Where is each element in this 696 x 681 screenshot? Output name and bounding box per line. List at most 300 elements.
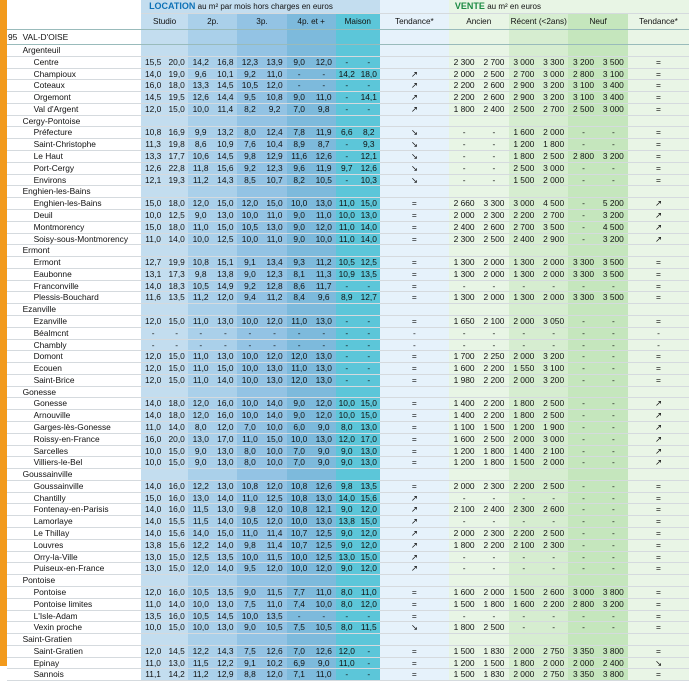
value-cell: 20,0 (165, 56, 188, 68)
value-cell: 9,0 (188, 457, 213, 469)
value-cell: 2 100 (539, 445, 568, 457)
value-cell: - (568, 221, 598, 233)
commune-name: Le Haut (20, 151, 142, 163)
value-cell: - (479, 516, 508, 528)
table-row (7, 315, 689, 327)
value-cell: - (312, 80, 336, 92)
value-cell: 18,0 (165, 398, 188, 410)
value-cell: ↗ (628, 433, 689, 445)
table-body (7, 30, 689, 681)
value-cell: 11,2 (263, 292, 287, 304)
value-cell: 11,2 (312, 257, 336, 269)
location-title-cell (141, 0, 380, 14)
table-row (7, 68, 689, 80)
value-cell: = (628, 622, 689, 634)
value-cell: 10,0 (336, 398, 358, 410)
commune-name: Saint-Christophe (20, 139, 142, 151)
value-cell: 3 400 (599, 80, 628, 92)
value-cell: - (449, 551, 479, 563)
value-cell: ↗ (380, 528, 449, 540)
commune-name: Gonesse (20, 398, 142, 410)
value-cell: 2 000 (539, 292, 568, 304)
value-cell: 9,0 (312, 457, 336, 469)
value-cell: 7,8 (287, 127, 312, 139)
group-name: Enghien-les-Bains (20, 186, 142, 198)
value-cell: 2 400 (599, 657, 628, 669)
value-cell: 1 700 (449, 351, 479, 363)
value-cell: = (628, 492, 689, 504)
table-row (7, 280, 689, 292)
value-cell: - (568, 433, 598, 445)
value-cell: 15,0 (165, 445, 188, 457)
value-cell: 11,0 (312, 209, 336, 221)
value-cell: 12,0 (188, 410, 213, 422)
value-cell: 10,0 (263, 445, 287, 457)
value-cell: 2 750 (539, 669, 568, 681)
value-cell: 12,7 (141, 257, 165, 269)
value-cell: 12,2 (188, 480, 213, 492)
table-row (7, 622, 689, 634)
col-4p: 4p. et + (287, 14, 336, 30)
value-cell: = (628, 374, 689, 386)
value-cell: - (237, 339, 262, 351)
value-cell: 12,0 (141, 374, 165, 386)
value-cell: 11,0 (188, 351, 213, 363)
value-cell: - (568, 563, 598, 575)
table-row (7, 292, 689, 304)
value-cell: 3 200 (599, 209, 628, 221)
value-cell: 8,0 (237, 445, 262, 457)
value-cell: ↘ (380, 139, 449, 151)
value-cell: 18,3 (165, 280, 188, 292)
location-subtitle: au m² par mois hors charges en euros (197, 2, 333, 11)
value-cell: 12,3 (263, 268, 287, 280)
value-cell: - (628, 339, 689, 351)
value-cell: 19,9 (165, 257, 188, 269)
value-cell: = (380, 422, 449, 434)
value-cell: - (336, 669, 358, 681)
value-cell: 9,2 (237, 68, 262, 80)
value-cell: 8,0 (336, 586, 358, 598)
commune-name: Roissy-en-France (20, 433, 142, 445)
value-cell: 2 200 (449, 80, 479, 92)
value-cell: 12,0 (237, 198, 262, 210)
value-cell: 14,2 (188, 56, 213, 68)
value-cell: 2 200 (449, 92, 479, 104)
value-cell: 13,0 (213, 622, 237, 634)
value-cell: 13,5 (358, 480, 380, 492)
value-cell: 2 000 (509, 315, 539, 327)
value-cell: - (599, 374, 628, 386)
value-cell: 13,8 (141, 539, 165, 551)
value-cell: 9,1 (237, 657, 262, 669)
commune-name: Goussainville (20, 480, 142, 492)
value-cell: 3 400 (599, 92, 628, 104)
value-cell: = (380, 586, 449, 598)
value-cell: 3 500 (599, 292, 628, 304)
value-cell: ↘ (380, 127, 449, 139)
value-cell: - (628, 327, 689, 339)
value-cell: 9,0 (188, 445, 213, 457)
value-cell: 3 200 (599, 151, 628, 163)
value-cell: 2 200 (479, 398, 508, 410)
commune-name: Pontoise (20, 586, 142, 598)
value-cell: - (509, 551, 539, 563)
table-row (7, 103, 689, 115)
value-cell: 11,1 (141, 669, 165, 681)
value-cell: 1 800 (449, 622, 479, 634)
value-cell: 18,0 (165, 80, 188, 92)
value-cell: 12,5 (263, 492, 287, 504)
commune-name: Soisy-sous-Montmorency (20, 233, 142, 245)
orange-side-strip (0, 0, 7, 666)
value-cell: 8,8 (237, 669, 262, 681)
value-cell: - (539, 492, 568, 504)
value-cell: = (380, 410, 449, 422)
value-cell: 3 200 (568, 56, 598, 68)
value-cell: 14,0 (141, 480, 165, 492)
value-cell: 8,6 (188, 139, 213, 151)
value-cell: - (336, 339, 358, 351)
value-cell: - (479, 127, 508, 139)
value-cell: 10,0 (188, 598, 213, 610)
table-row (7, 151, 689, 163)
value-cell: 2 300 (509, 504, 539, 516)
table-row (7, 445, 689, 457)
value-cell: 1 200 (509, 139, 539, 151)
value-cell: 9,2 (237, 280, 262, 292)
value-cell: - (539, 327, 568, 339)
value-cell: 1 830 (479, 669, 508, 681)
value-cell: 10,0 (263, 457, 287, 469)
value-cell: 2 500 (509, 103, 539, 115)
value-cell: = (628, 268, 689, 280)
value-cell: - (568, 492, 598, 504)
value-cell: 8,2 (237, 103, 262, 115)
value-cell: 2 600 (539, 504, 568, 516)
value-cell: 17,3 (165, 268, 188, 280)
commune-name: Orgemont (20, 92, 142, 104)
value-cell: 9,0 (287, 92, 312, 104)
group-name: Saint-Gratien (20, 634, 142, 646)
value-cell: - (568, 622, 598, 634)
value-cell: 2 000 (509, 645, 539, 657)
value-cell: 15,0 (358, 516, 380, 528)
value-cell: 19,0 (165, 68, 188, 80)
commune-name: Port-Cergy (20, 162, 142, 174)
value-cell: 12,0 (263, 351, 287, 363)
value-cell: 2 500 (479, 433, 508, 445)
value-cell: 13,0 (213, 504, 237, 516)
value-cell: ↗ (380, 539, 449, 551)
value-cell: 11,5 (188, 516, 213, 528)
value-cell: 12,6 (263, 645, 287, 657)
commune-name: L'Isle-Adam (20, 610, 142, 622)
value-cell: 12,0 (312, 56, 336, 68)
value-cell: 12,0 (188, 563, 213, 575)
value-cell: - (449, 127, 479, 139)
value-cell: 10,0 (188, 103, 213, 115)
value-cell: - (479, 610, 508, 622)
value-cell: 2 660 (449, 198, 479, 210)
value-cell: - (509, 339, 539, 351)
table-row (7, 563, 689, 575)
value-cell: 1 300 (509, 257, 539, 269)
value-cell: 11,0 (237, 528, 262, 540)
table-row (7, 586, 689, 598)
value-cell: 8,5 (237, 174, 262, 186)
value-cell: 14,5 (213, 610, 237, 622)
value-cell: 13,9 (263, 56, 287, 68)
value-cell: 15,0 (358, 198, 380, 210)
value-cell: 13,0 (141, 563, 165, 575)
value-cell: - (336, 56, 358, 68)
value-cell: = (380, 657, 449, 669)
value-cell: ↗ (628, 221, 689, 233)
value-cell: 11,0 (263, 233, 287, 245)
value-cell: 3 350 (568, 645, 598, 657)
value-cell: 2 000 (539, 268, 568, 280)
value-cell: 10,5 (237, 221, 262, 233)
value-cell: - (312, 327, 336, 339)
value-cell: 1 500 (479, 422, 508, 434)
value-cell: 11,7 (312, 280, 336, 292)
value-cell: 14,3 (213, 645, 237, 657)
value-cell: 10,0 (237, 551, 262, 563)
value-cell: 1 400 (449, 398, 479, 410)
group-row (7, 386, 689, 398)
value-cell: 10,5 (312, 622, 336, 634)
value-cell: 11,5 (358, 622, 380, 634)
value-cell: 15,0 (165, 315, 188, 327)
value-cell: 14,0 (213, 539, 237, 551)
value-cell: ↗ (380, 504, 449, 516)
table-row (7, 504, 689, 516)
value-cell: - (213, 339, 237, 351)
value-cell: = (628, 162, 689, 174)
table-row (7, 528, 689, 540)
value-cell: 13,0 (188, 433, 213, 445)
value-cell: 10,5 (188, 610, 213, 622)
value-cell: = (628, 610, 689, 622)
value-cell: 14,2 (165, 669, 188, 681)
commune-name: Val d'Argent (20, 103, 142, 115)
value-cell: 9,0 (287, 398, 312, 410)
value-cell: - (599, 528, 628, 540)
value-cell: ↗ (380, 68, 449, 80)
value-cell: 2 800 (568, 151, 598, 163)
value-cell: 2 800 (568, 598, 598, 610)
col-neuf: Neuf (568, 14, 628, 30)
value-cell: = (628, 363, 689, 375)
value-cell: - (336, 174, 358, 186)
commune-name: Sannois (20, 669, 142, 681)
value-cell: 3 200 (539, 80, 568, 92)
value-cell: 1 800 (509, 410, 539, 422)
value-cell: - (568, 127, 598, 139)
value-cell: - (449, 492, 479, 504)
value-cell: 3 100 (568, 92, 598, 104)
value-cell: ↗ (628, 422, 689, 434)
commune-name: Coteaux (20, 80, 142, 92)
value-cell: 1 600 (509, 598, 539, 610)
value-cell: 13,3 (141, 151, 165, 163)
value-cell: - (539, 280, 568, 292)
value-cell: - (599, 339, 628, 351)
value-cell: 1 800 (509, 398, 539, 410)
value-cell: 18,0 (165, 221, 188, 233)
value-cell: 12,0 (263, 315, 287, 327)
value-cell: = (380, 257, 449, 269)
value-cell: 9,1 (237, 257, 262, 269)
value-cell: 2 600 (479, 92, 508, 104)
value-cell: 9,0 (336, 563, 358, 575)
value-cell: 1 500 (509, 586, 539, 598)
commune-name: Plessis-Bouchard (20, 292, 142, 304)
value-cell: 14,0 (141, 504, 165, 516)
value-cell: - (599, 280, 628, 292)
value-cell: 14,0 (263, 398, 287, 410)
value-cell: 10,0 (237, 410, 262, 422)
value-cell: = (628, 516, 689, 528)
value-cell: - (141, 339, 165, 351)
value-cell: - (312, 339, 336, 351)
value-cell: 14,0 (188, 528, 213, 540)
table-row (7, 80, 689, 92)
value-cell: 12,1 (358, 151, 380, 163)
table-row (7, 233, 689, 245)
commune-name: Puiseux-en-France (20, 563, 142, 575)
value-cell: 7,0 (287, 457, 312, 469)
value-cell: 3 300 (568, 257, 598, 269)
table-row (7, 422, 689, 434)
value-cell: 1 200 (509, 422, 539, 434)
value-cell: 11,2 (188, 669, 213, 681)
value-cell: 3 000 (509, 198, 539, 210)
value-cell: 2 300 (539, 539, 568, 551)
value-cell: 14,0 (141, 410, 165, 422)
value-cell: 2 000 (479, 586, 508, 598)
value-cell: 2 000 (539, 174, 568, 186)
value-cell: = (380, 280, 449, 292)
value-cell: 12,5 (312, 528, 336, 540)
value-cell: 10,8 (263, 92, 287, 104)
group-name: Argenteuil (20, 45, 142, 57)
value-cell: 9,6 (312, 292, 336, 304)
value-cell: 16,0 (165, 480, 188, 492)
value-cell: 12,0 (358, 528, 380, 540)
value-cell: = (628, 669, 689, 681)
value-cell: - (449, 516, 479, 528)
col-maison: Maison (336, 14, 380, 30)
value-cell: 11,5 (263, 586, 287, 598)
value-cell: 17,0 (358, 433, 380, 445)
value-cell: 12,6 (141, 162, 165, 174)
value-cell: 3 000 (539, 433, 568, 445)
commune-name: Garges-lès-Gonesse (20, 422, 142, 434)
value-cell: = (380, 221, 449, 233)
value-cell: 20,0 (165, 433, 188, 445)
value-cell: 13,0 (213, 598, 237, 610)
value-cell: 1 100 (449, 422, 479, 434)
value-cell: = (380, 645, 449, 657)
value-cell: 4 500 (599, 221, 628, 233)
value-cell: - (568, 363, 598, 375)
value-cell: = (628, 315, 689, 327)
value-cell: - (568, 280, 598, 292)
value-cell: - (358, 339, 380, 351)
value-cell: - (336, 363, 358, 375)
value-cell: 3 100 (539, 363, 568, 375)
group-name: Ezanville (20, 304, 142, 316)
value-cell: 3 800 (599, 586, 628, 598)
value-cell: 14,0 (165, 233, 188, 245)
value-cell: 12,3 (237, 56, 262, 68)
value-cell: - (449, 339, 479, 351)
value-cell: - (336, 80, 358, 92)
value-cell: - (336, 92, 358, 104)
value-cell: 2 750 (539, 645, 568, 657)
value-cell: 11,0 (358, 586, 380, 598)
value-cell: 11,2 (188, 174, 213, 186)
value-cell: 12,2 (188, 645, 213, 657)
value-cell: 3 000 (568, 586, 598, 598)
value-cell: 12,0 (141, 363, 165, 375)
value-cell: 13,5 (263, 610, 287, 622)
value-cell: - (599, 539, 628, 551)
value-cell: - (599, 445, 628, 457)
value-cell: 2 500 (568, 103, 598, 115)
value-cell: 12,0 (263, 669, 287, 681)
value-cell: 1 550 (509, 363, 539, 375)
value-cell: 9,0 (287, 221, 312, 233)
value-cell: - (509, 280, 539, 292)
value-cell: 12,8 (263, 280, 287, 292)
value-cell: 13,5 (141, 610, 165, 622)
table-row (7, 480, 689, 492)
value-cell: 13,3 (188, 80, 213, 92)
value-cell: 10,6 (188, 151, 213, 163)
value-cell: 11,0 (336, 657, 358, 669)
value-cell: 12,0 (312, 398, 336, 410)
value-cell: 13,0 (312, 198, 336, 210)
value-cell: 16,0 (141, 80, 165, 92)
value-cell: 2 600 (539, 586, 568, 598)
value-cell: 1 800 (479, 445, 508, 457)
value-cell: - (479, 151, 508, 163)
value-cell: 10,4 (263, 139, 287, 151)
value-cell: 12,0 (312, 221, 336, 233)
value-cell: 10,0 (237, 233, 262, 245)
value-cell: 8,2 (287, 174, 312, 186)
value-cell: 11,0 (263, 598, 287, 610)
value-cell: 3 500 (599, 257, 628, 269)
value-cell: 9,0 (237, 622, 262, 634)
value-cell: 15,0 (165, 374, 188, 386)
value-cell: - (312, 610, 336, 622)
value-cell: 15,5 (165, 516, 188, 528)
value-cell: 10,0 (141, 209, 165, 221)
value-cell: 16,0 (213, 410, 237, 422)
value-cell: 2 900 (539, 233, 568, 245)
value-cell: 9,8 (336, 480, 358, 492)
value-cell: 13,5 (165, 292, 188, 304)
value-cell: 14,0 (263, 410, 287, 422)
value-cell: - (539, 610, 568, 622)
value-cell: 22,8 (165, 162, 188, 174)
value-cell: 7,0 (287, 645, 312, 657)
value-cell: 12,0 (263, 516, 287, 528)
